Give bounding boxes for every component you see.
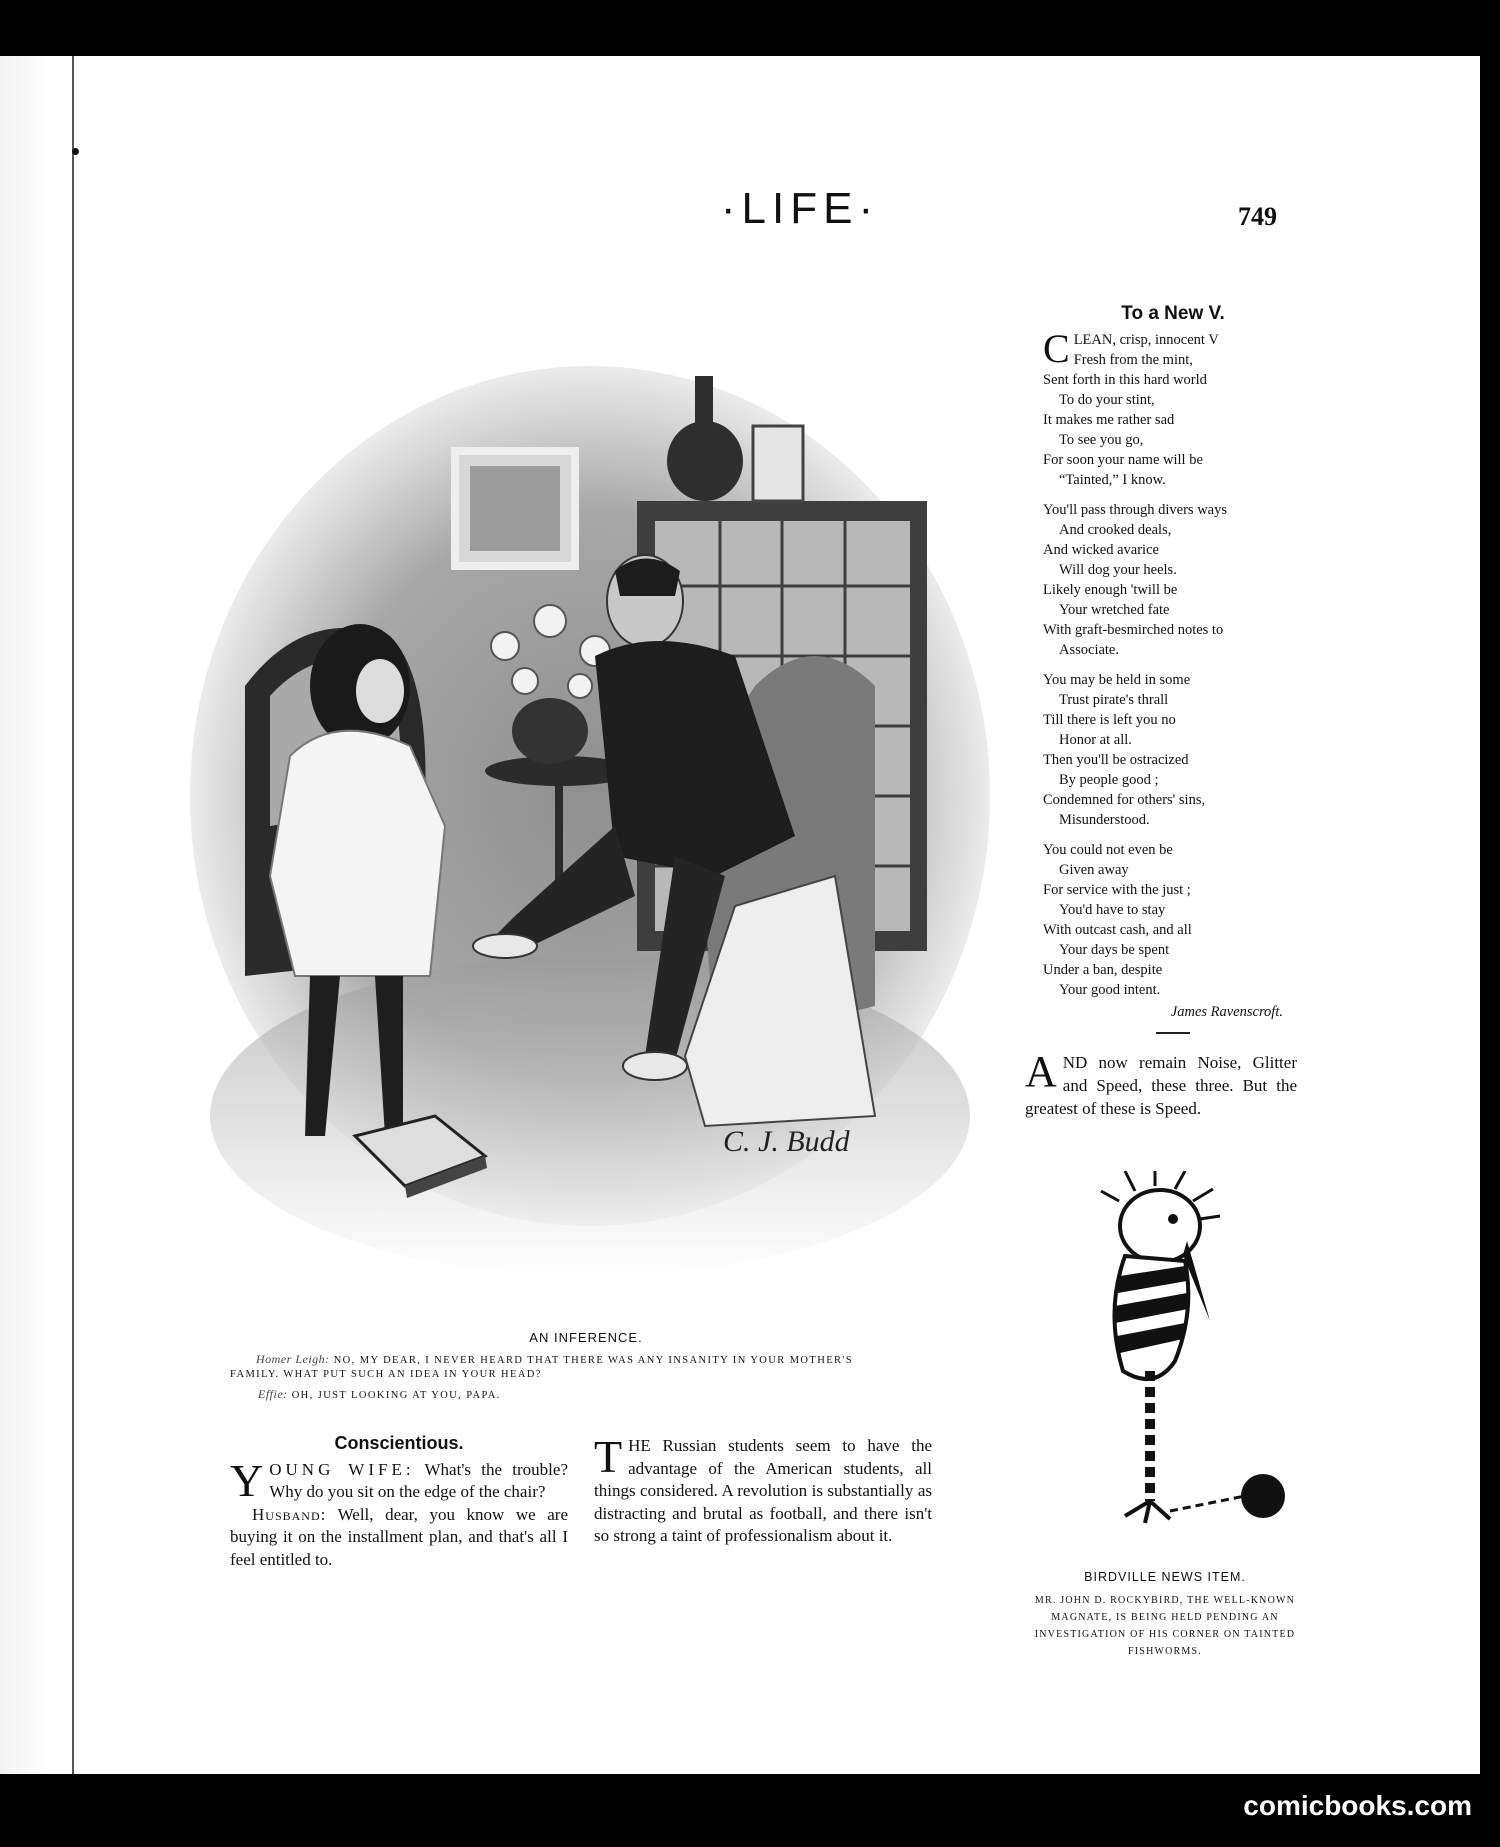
poem-stanza-3 xyxy=(1043,670,1303,830)
poem-line: Associate. xyxy=(1059,642,1119,658)
husband-text: Well, dear, you know we are buying it on the installment plan, and that's all I feel entitled to. xyxy=(230,1504,568,1569)
poem-line: For soon your name will be xyxy=(1043,452,1203,468)
poem-stanza-1 xyxy=(1043,326,1303,490)
poem-line: With graft-besmirched notes to xyxy=(1043,622,1224,638)
aside-text: ND now remain Noise, Glitter and Speed, these three. But the greatest of these is Speed. xyxy=(1025,1053,1297,1118)
caption-line-3 xyxy=(258,1387,501,1402)
poem-line: For service with the just ; xyxy=(1043,882,1191,898)
aside-noise-glitter-speed xyxy=(1025,1047,1297,1120)
poem-line: You may be held in some xyxy=(1043,672,1191,688)
poem-stanza-4 xyxy=(1043,840,1303,1000)
caption-speaker-effie: Effie: xyxy=(258,1387,288,1401)
poem-line: Till there is left you no xyxy=(1043,712,1176,728)
speaker-young-wife: OUNG WIFE: xyxy=(269,1459,415,1479)
birdville-text: MR. JOHN D. ROCKYBIRD, THE WELL-KNOWN MAGNATE, IS BEING HELD PENDING AN INVESTIGATION OF HIS CORNER ON TAINTED FISHWORMS. xyxy=(1034,1595,1296,1657)
running-title: ·LIFE· xyxy=(720,184,880,233)
article-russian-students xyxy=(594,1431,932,1548)
article-paragraph-wife xyxy=(230,1454,568,1506)
page-number: 749 xyxy=(1238,202,1277,231)
article-text: HE Russian students seem to have the advantage of the American students, all things considered. A revolution is substantially as distracting and brutal as football, and there isn't so strong a taint of professionalism about it. xyxy=(594,1436,932,1545)
drop-cap: C xyxy=(1043,326,1070,371)
drop-cap: Y xyxy=(230,1454,264,1506)
poem-line: It makes me rather sad xyxy=(1043,412,1175,428)
drop-cap: T xyxy=(594,1431,623,1482)
article-conscientious xyxy=(230,1432,568,1571)
birdville-cartoon xyxy=(1075,1171,1315,1571)
article-paragraph-husband xyxy=(230,1504,568,1572)
poem-to-a-new-v xyxy=(1043,304,1303,1044)
caption-title: AN INFERENCE. xyxy=(529,1330,643,1345)
speaker-husband: Husband: xyxy=(252,1504,327,1524)
poem-line: Fresh from the mint, xyxy=(1073,352,1193,368)
poem-line: Your good intent. xyxy=(1059,982,1161,998)
poem-line: Misunderstood. xyxy=(1059,812,1150,828)
poem-line: Likely enough 'twill be xyxy=(1043,582,1178,598)
article-paragraph xyxy=(594,1431,932,1548)
poem-line: With outcast cash, and all xyxy=(1043,922,1192,938)
poem-line: To see you go, xyxy=(1059,432,1144,448)
poem-line: Then you'll be ostracized xyxy=(1043,752,1189,768)
birdville-title: BIRDVILLE NEWS ITEM. xyxy=(1084,1570,1246,1584)
poem-stanza-2 xyxy=(1043,500,1303,660)
illustration-signature: C. J. Budd xyxy=(723,1125,850,1158)
poem-line: “Tainted,” I know. xyxy=(1059,472,1166,488)
poem-line: Will dog your heels. xyxy=(1059,562,1177,578)
poem-line: Condemned for others' sins, xyxy=(1043,792,1206,808)
drop-cap: A xyxy=(1025,1047,1057,1096)
poem-line: Given away xyxy=(1059,862,1129,878)
left-page-edge xyxy=(0,56,74,1774)
caption-line-1 xyxy=(256,1352,853,1367)
illustration-an-inference xyxy=(175,356,1005,1316)
caption-speaker-homer: Homer Leigh: xyxy=(256,1352,330,1366)
caption-text-3: OH, JUST LOOKING AT YOU, PAPA. xyxy=(291,1390,501,1401)
watermark-brand: comicbooks.com xyxy=(1243,1790,1472,1821)
poem-line: By people good ; xyxy=(1059,772,1159,788)
magazine-page xyxy=(0,56,1480,1774)
poem-line: You'll pass through divers ways xyxy=(1043,502,1228,518)
poem-line: To do your stint, xyxy=(1059,392,1155,408)
article-heading: Conscientious. xyxy=(334,1433,464,1453)
poem-line: And crooked deals, xyxy=(1059,522,1172,538)
wife-text: What's the trouble? Why do you sit on the edge of the chair? xyxy=(269,1459,568,1501)
poem-line: Your wretched fate xyxy=(1059,602,1170,618)
binding-mark xyxy=(72,148,79,155)
poem-line: Honor at all. xyxy=(1059,732,1132,748)
poem-author: James Ravenscroft. xyxy=(1170,1004,1283,1020)
poem-line: And wicked avarice xyxy=(1043,542,1159,558)
caption-text-1: NO, MY DEAR, I NEVER HEARD THAT THERE WAS ANY INSANITY IN YOUR MOTHER'S xyxy=(333,1355,853,1366)
poem-line: LEAN, crisp, innocent V xyxy=(1073,332,1219,348)
poem-line: Trust pirate's thrall xyxy=(1059,692,1169,708)
caption-line-2: FAMILY. WHAT PUT SUCH AN IDEA IN YOUR HEAD? xyxy=(230,1369,542,1380)
poem-line: Sent forth in this hard world xyxy=(1043,372,1207,388)
poem-line: You'd have to stay xyxy=(1059,902,1166,918)
poem-title: To a New V. xyxy=(1121,303,1225,324)
poem-line: Your days be spent xyxy=(1059,942,1170,958)
poem-line: Under a ban, despite xyxy=(1043,962,1163,978)
section-divider xyxy=(1156,1032,1190,1034)
poem-line: You could not even be xyxy=(1043,842,1173,858)
